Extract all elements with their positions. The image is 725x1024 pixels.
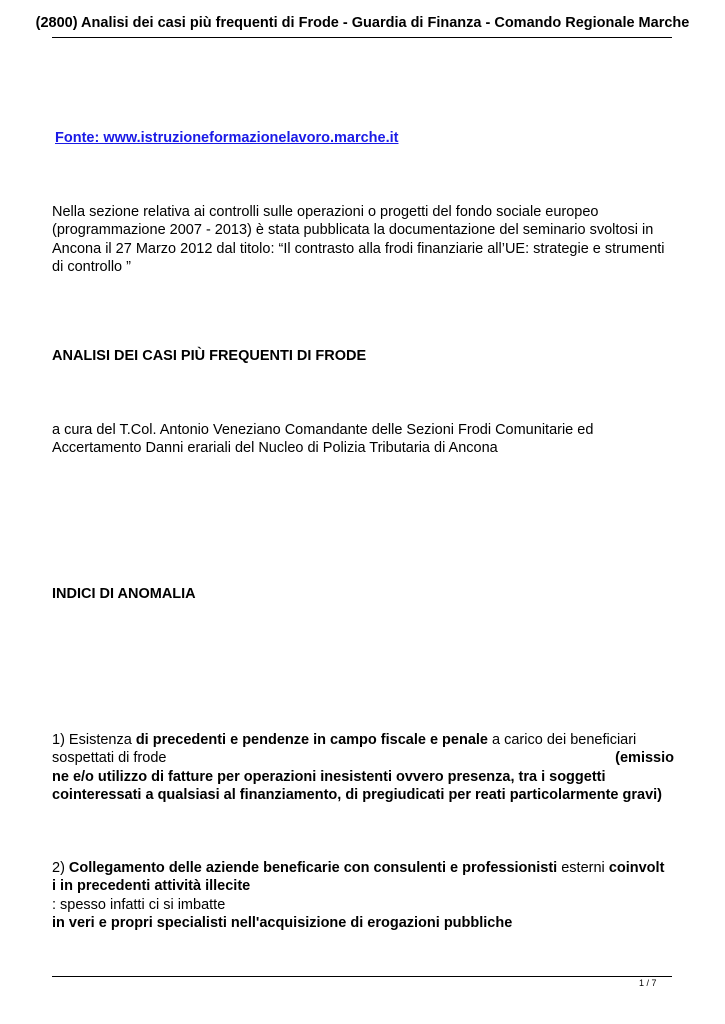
anomaly-item-2	[52, 859, 674, 932]
item2-text: 2)	[52, 860, 69, 876]
intro-line: (programmazione 2007 - 2013) è stata pubblicata la documentazione del seminario svoltosi in	[52, 222, 654, 239]
author-line: a cura del T.Col. Antonio Veneziano Comandante delle Sezioni Frodi Comunitarie ed	[52, 422, 594, 438]
author-line: Accertamento Danni erariali del Nucleo di Polizia Tributaria di Ancona	[52, 440, 498, 457]
item2-line-4: in veri e propri specialisti nell'acquisizione di erogazioni pubbliche	[52, 914, 513, 931]
author-paragraph	[52, 421, 674, 458]
item1-text: a carico dei beneficiari	[487, 732, 637, 748]
item1-bold-text: di precedenti e pendenze in campo fiscale e penale	[135, 732, 488, 748]
section-heading-indici: INDICI DI ANOMALIA	[52, 586, 196, 602]
item1-text: 1) Esistenza	[52, 732, 136, 748]
item2-line-1	[52, 859, 674, 877]
item1-line-4: cointeressati a qualsiasi al finanziamento, di pregiudicati per reati particolarmente gravi)	[52, 786, 662, 803]
intro-line: Nella sezione relativa ai controlli sulle operazioni o progetti del fondo sociale europeo	[52, 204, 599, 220]
intro-line: Ancona il 27 Marzo 2012 dal titolo: “Il contrasto alla frodi finanziarie all’UE: strategie e strumenti	[52, 240, 665, 257]
anomaly-item-1	[52, 731, 674, 804]
item2-bold-text: Collegamento delle aziende beneficarie con consulenti e professionisti	[68, 860, 558, 876]
item1-line-2	[52, 749, 674, 767]
item2-line-3: : spesso infatti ci si imbatte	[52, 896, 226, 913]
footer-divider	[52, 976, 672, 977]
intro-line: di controllo ”	[52, 258, 131, 275]
item2-bold-text: coinvolt	[608, 860, 665, 876]
item1-bold-text: (emissio	[615, 750, 674, 767]
intro-paragraph	[52, 203, 674, 276]
page-header-title: (2800) Analisi dei casi più frequenti di Frode - Guardia di Finanza - Comando Regionale Marche	[35, 15, 690, 31]
item1-line-1	[52, 731, 674, 749]
item1-text: sospettati di frode	[52, 750, 167, 767]
section-heading-analysis: ANALISI DEI CASI PIÙ FREQUENTI DI FRODE	[52, 348, 367, 364]
item2-text: esterni	[557, 860, 609, 876]
item2-line-2: i in precedenti attività illecite	[52, 878, 251, 895]
source-link[interactable]: Fonte: www.istruzioneformazionelavoro.marche.it	[55, 130, 399, 146]
page-number: 1 / 7	[639, 978, 657, 988]
header-divider	[52, 37, 672, 38]
item1-line-3: ne e/o utilizzo di fatture per operazioni inesistenti ovvero presenza, tra i soggetti	[52, 768, 606, 785]
